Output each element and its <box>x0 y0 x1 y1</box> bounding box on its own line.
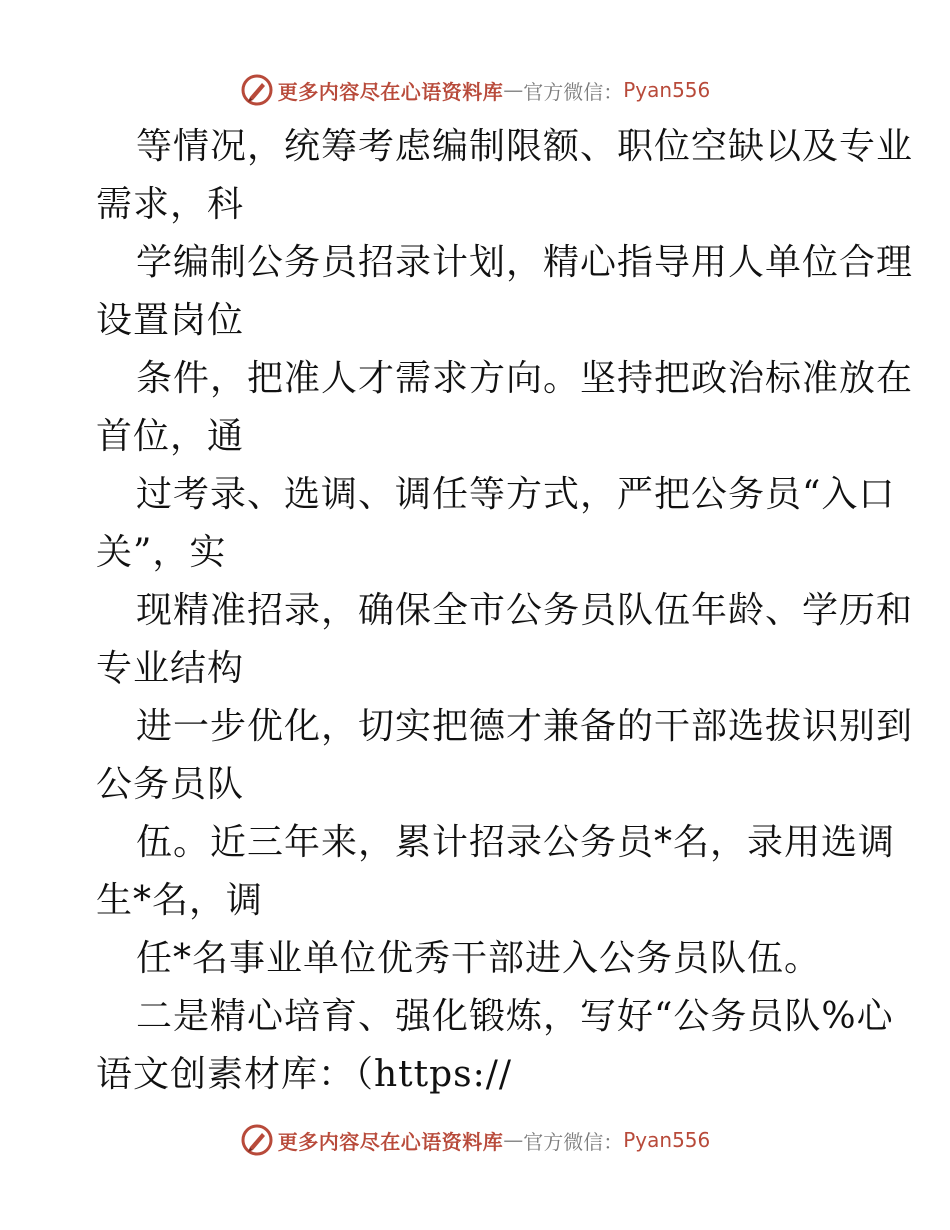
banner-side-text: 官方微信： <box>523 1129 624 1154</box>
text-line: 二是精心培育、强化锻炼，写好“公务员队%心 <box>136 996 894 1037</box>
pen-logo-icon <box>240 1123 274 1157</box>
text-line: 条件，把准人才需求方向。坚持把政治标准放在 <box>136 358 914 399</box>
text-line: 需求，科 <box>96 184 245 225</box>
footer-banner <box>0 1120 950 1160</box>
text-line: 等情况，统筹考虑编制限额、职位空缺以及专业 <box>136 126 914 167</box>
text-line: 生*名，调 <box>96 880 264 921</box>
text-line: 现精准招录，确保全市公务员队伍年龄、学历和 <box>136 590 914 631</box>
text-line: 过考录、选调、调任等方式，严把公务员“入口 <box>136 474 896 515</box>
text-line: 任*名事业单位优秀干部进入公务员队伍。 <box>136 938 822 979</box>
pen-logo-icon <box>240 73 274 107</box>
text-line: 设置岗位 <box>96 300 245 341</box>
banner-main-text: 更多内容尽在心语资料库 <box>277 1129 504 1154</box>
document-body <box>96 118 914 1104</box>
banner-separator: — <box>503 78 524 102</box>
banner-side-text: 官方微信： <box>523 79 624 104</box>
banner-wechat-id: Pyan556 <box>623 78 711 102</box>
text-line: 公务员队 <box>96 764 245 805</box>
header-banner <box>0 70 950 110</box>
banner-wechat-id: Pyan556 <box>623 1128 711 1152</box>
banner-main-text: 更多内容尽在心语资料库 <box>277 79 504 104</box>
banner-separator: — <box>503 1128 524 1152</box>
text-line: 首位，通 <box>96 416 245 457</box>
text-line: 专业结构 <box>96 648 245 689</box>
text-line: 关”，实 <box>96 532 227 573</box>
text-line: 伍。近三年来，累计招录公务员*名，录用选调 <box>136 822 896 863</box>
text-line: 语文创素材库：（https:// <box>96 1054 513 1095</box>
text-line: 学编制公务员招录计划，精心指导用人单位合理 <box>136 242 914 283</box>
text-line: 进一步优化，切实把德才兼备的干部选拔识别到 <box>136 706 914 747</box>
